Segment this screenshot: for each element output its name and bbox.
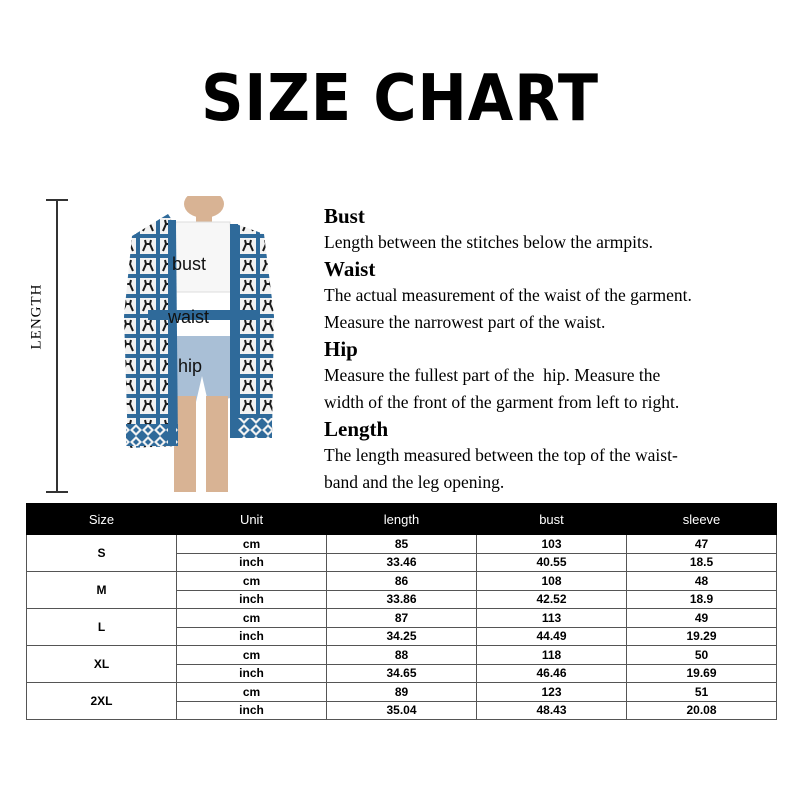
sleeve-cell: 48 — [627, 572, 777, 591]
ruler-line — [56, 200, 58, 492]
length-cell: 87 — [327, 609, 477, 628]
sleeve-cell: 18.9 — [627, 590, 777, 609]
hip-text-line: width of the front of the garment from left to right. — [324, 392, 680, 412]
sleeve-cell: 19.69 — [627, 664, 777, 683]
unit-cell: cm — [177, 572, 327, 591]
unit-cell: inch — [177, 664, 327, 683]
table-row — [27, 646, 777, 665]
sleeve-cell: 49 — [627, 609, 777, 628]
table-row — [27, 609, 777, 628]
model-illustration — [118, 196, 278, 500]
length-cell: 86 — [327, 572, 477, 591]
length-heading: Length — [324, 417, 389, 441]
length-description — [324, 416, 794, 496]
length-text-line: band and the leg opening. — [324, 472, 505, 492]
length-cell: 34.65 — [327, 664, 477, 683]
page-title: SIZE CHART — [201, 62, 599, 136]
unit-cell: inch — [177, 553, 327, 572]
length-cell: 34.25 — [327, 627, 477, 646]
bust-cell: 123 — [477, 683, 627, 702]
size-table — [26, 503, 777, 720]
bust-cell: 40.55 — [477, 553, 627, 572]
unit-cell: inch — [177, 627, 327, 646]
table-row — [27, 535, 777, 554]
bust-cell: 48.43 — [477, 701, 627, 720]
hip-label: hip — [178, 356, 203, 376]
ruler-bottom-cap — [46, 491, 68, 493]
bust-cell: 46.46 — [477, 664, 627, 683]
header-size: Size — [27, 504, 177, 535]
unit-cell: cm — [177, 646, 327, 665]
length-cell: 33.46 — [327, 553, 477, 572]
bust-cell: 42.52 — [477, 590, 627, 609]
table-header-row — [27, 504, 777, 535]
bust-cell: 44.49 — [477, 627, 627, 646]
size-cell: L — [27, 609, 177, 646]
table-row — [27, 683, 777, 702]
sleeve-cell: 18.5 — [627, 553, 777, 572]
header-length: length — [327, 504, 477, 535]
table-row — [27, 572, 777, 591]
size-cell: S — [27, 535, 177, 572]
hip-heading: Hip — [324, 337, 358, 361]
length-cell: 85 — [327, 535, 477, 554]
bust-label: bust — [172, 254, 207, 274]
unit-cell: cm — [177, 609, 327, 628]
table-body — [27, 535, 777, 720]
length-cell: 88 — [327, 646, 477, 665]
size-cell: 2XL — [27, 683, 177, 720]
length-cell: 35.04 — [327, 701, 477, 720]
header-sleeve: sleeve — [627, 504, 777, 535]
bust-heading: Bust — [324, 204, 365, 228]
bust-cell: 118 — [477, 646, 627, 665]
waist-text-line: The actual measurement of the waist of the garment. — [324, 285, 692, 305]
header-bust: bust — [477, 504, 627, 535]
waist-description — [324, 256, 794, 336]
waist-text-line: Measure the narrowest part of the waist. — [324, 312, 606, 332]
sleeve-cell: 20.08 — [627, 701, 777, 720]
size-cell: M — [27, 572, 177, 609]
hip-description — [324, 336, 794, 416]
bust-cell: 108 — [477, 572, 627, 591]
measurement-descriptions — [324, 203, 794, 496]
unit-cell: inch — [177, 701, 327, 720]
sleeve-cell: 51 — [627, 683, 777, 702]
bust-cell: 113 — [477, 609, 627, 628]
bust-cell: 103 — [477, 535, 627, 554]
sleeve-cell: 47 — [627, 535, 777, 554]
waist-heading: Waist — [324, 257, 376, 281]
unit-cell: cm — [177, 683, 327, 702]
waist-label: waist — [168, 307, 210, 327]
bust-text: Length between the stitches below the armpits. — [324, 232, 654, 252]
bust-description — [324, 203, 794, 256]
length-cell: 33.86 — [327, 590, 477, 609]
hip-text-line: Measure the fullest part of the hip. Measure the — [324, 365, 661, 385]
header-unit: Unit — [177, 504, 327, 535]
length-text-line: The length measured between the top of the waist- — [324, 445, 678, 465]
sleeve-cell: 50 — [627, 646, 777, 665]
length-cell: 89 — [327, 683, 477, 702]
unit-cell: inch — [177, 590, 327, 609]
cardigan-model-image — [118, 196, 278, 500]
unit-cell: cm — [177, 535, 327, 554]
size-cell: XL — [27, 646, 177, 683]
sleeve-cell: 19.29 — [627, 627, 777, 646]
